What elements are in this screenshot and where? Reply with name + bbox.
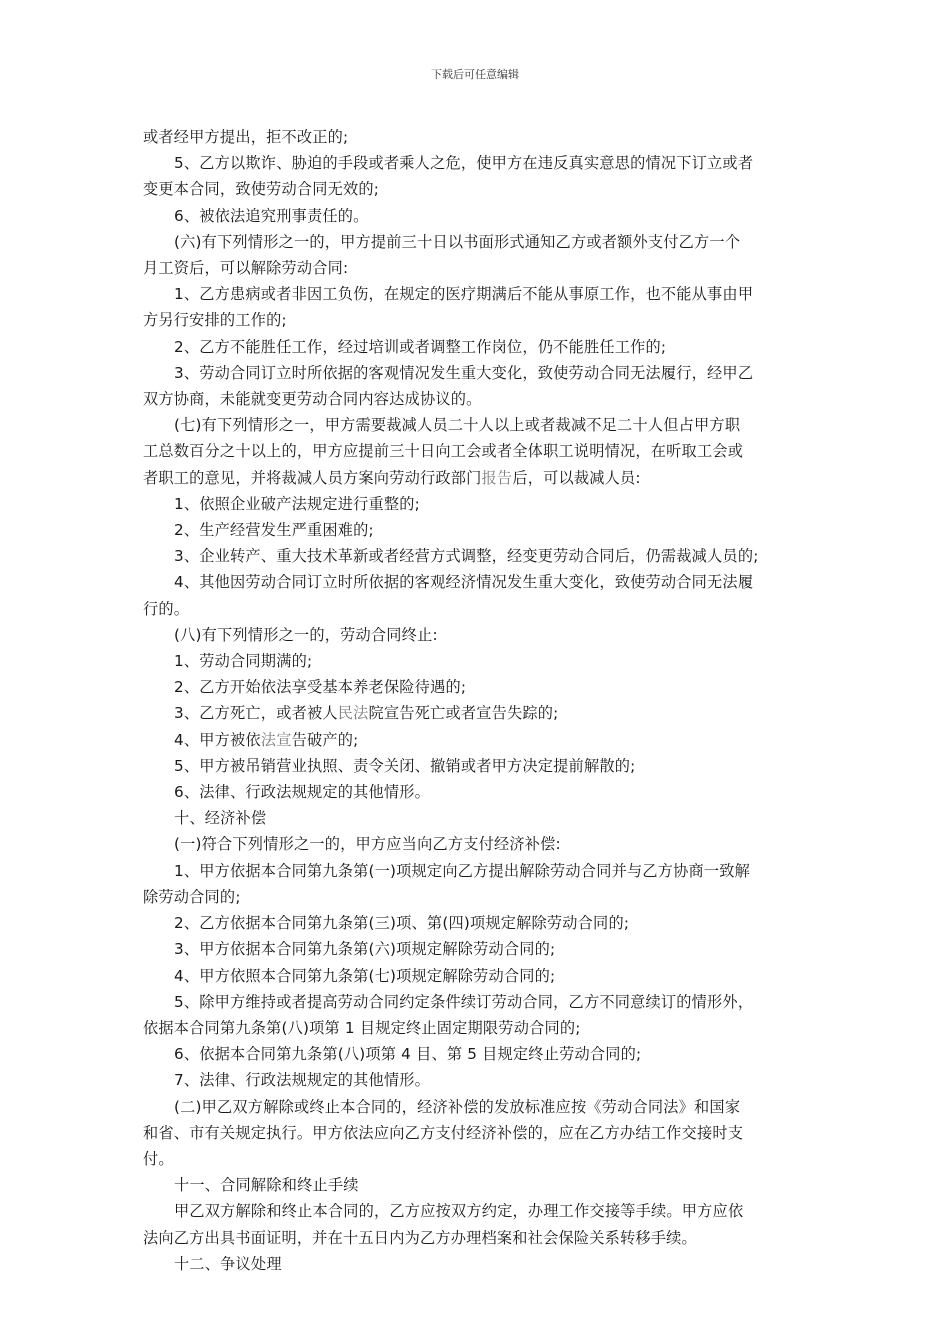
page-header: 下载后可任意编辑 <box>431 68 519 81</box>
text-line <box>143 727 811 753</box>
text-line <box>143 465 811 491</box>
text-segment: 后，可以裁减人员: <box>512 468 641 487</box>
text-line: 除劳动合同的; <box>143 887 241 906</box>
text-line: 4、甲方依照本合同第九条第(七)项规定解除劳动合同的; <box>174 966 556 985</box>
text-line: 或者经甲方提出，拒不改正的; <box>143 128 349 146</box>
text-line <box>143 700 811 726</box>
text-line: 2、乙方开始依法享受基本养老保险待遇的; <box>174 678 467 697</box>
text-line: 5、除甲方维持或者提高劳动合同约定条件续订劳动合同，乙方不同意续订的情形外， <box>174 992 754 1011</box>
inline-link[interactable]: 民法 <box>337 704 369 723</box>
text-line: 方另行安排的工作的; <box>143 311 287 330</box>
text-line: 行的。 <box>143 599 190 618</box>
text-line: (八)有下列情形之一的，劳动合同终止: <box>174 625 438 644</box>
text-segment: 院宣告死亡或者宣告失踪的; <box>368 704 559 723</box>
text-line: 4、其他因劳动合同订立时所依据的客观经济情况发生重大变化，致使劳动合同无法履 <box>174 573 754 592</box>
text-line: 2、生产经营发生严重困难的; <box>174 521 374 540</box>
text-segment: 告破产的; <box>291 730 359 749</box>
text-line: 3、甲方依据本合同第九条第(六)项规定解除劳动合同的; <box>174 940 556 959</box>
text-line: 依据本合同第九条第(八)项第 1 目规定终止固定期限劳动合同的; <box>143 1018 581 1037</box>
text-line: 3、企业转产、重大技术革新或者经营方式调整，经变更劳动合同后，仍需裁减人员的; <box>174 547 759 566</box>
text-line: 月工资后，可以解除劳动合同: <box>143 259 349 278</box>
text-line: (二)甲乙双方解除或终止本合同的，经济补偿的发放标准应按《劳动合同法》和国家 <box>174 1097 741 1116</box>
text-line: 6、被依法追究刑事责任的。 <box>174 206 369 225</box>
text-line: 5、乙方以欺诈、胁迫的手段或者乘人之危，使甲方在违反真实意思的情况下订立或者 <box>174 154 754 173</box>
inline-link[interactable]: 法宣 <box>260 730 292 749</box>
text-segment: 者职工的意见，并将裁减人员方案向劳动行政部门 <box>143 468 482 487</box>
text-line: 1、劳动合同期满的; <box>174 652 313 671</box>
text-line: 双方协商，未能就变更劳动合同内容达成协议的。 <box>143 390 482 409</box>
text-line: (七)有下列情形之一，甲方需要裁减人员二十人以上或者裁减不足二十人但占甲方职 <box>174 416 741 435</box>
text-line: 2、乙方不能胜任工作，经过培训或者调整工作岗位，仍不能胜任工作的; <box>174 337 667 356</box>
text-line: 甲乙双方解除和终止本合同的，乙方应按双方约定，办理工作交接等手续。甲方应依 <box>174 1202 744 1221</box>
text-line: 2、乙方依据本合同第九条第(三)项、第(四)项规定解除劳动合同的; <box>174 914 630 933</box>
text-line: 法向乙方出具书面证明，并在十五日内为乙方办理档案和社会保险关系转移手续。 <box>143 1228 697 1247</box>
text-line: (六)有下列情形之一的，甲方提前三十日以书面形式通知乙方或者额外支付乙方一个 <box>174 232 741 251</box>
text-segment: 4、甲方被依 <box>174 730 261 749</box>
text-line: (一)符合下列情形之一的，甲方应当向乙方支付经济补偿: <box>174 835 561 854</box>
text-line: 十、经济补偿 <box>174 809 267 828</box>
text-segment: 3、乙方死亡，或者被人 <box>174 704 338 723</box>
text-line: 工总数百分之十以上的，甲方应提前三十日向工会或者全体职工说明情况，在听取工会或 <box>143 442 744 461</box>
text-line: 1、甲方依据本合同第九条第(一)项规定向乙方提出解除劳动合同并与乙方协商一致解 <box>174 861 751 880</box>
inline-link[interactable]: 报告 <box>481 468 513 487</box>
text-line: 6、法律、行政法规规定的其他情形。 <box>174 783 431 802</box>
text-line: 和省、市有关规定执行。甲方依法应向乙方支付经济补偿的，应在乙方办结工作交接时支 <box>143 1123 744 1142</box>
document-body <box>143 124 811 1277</box>
text-line: 6、依据本合同第九条第(八)项第 4 目、第 5 目规定终止劳动合同的; <box>174 1045 642 1064</box>
text-line: 十一、合同解除和终止手续 <box>174 1176 359 1195</box>
text-line: 付。 <box>143 1149 174 1168</box>
text-line: 5、甲方被吊销营业执照、责令关闭、撤销或者甲方决定提前解散的; <box>174 756 636 775</box>
text-line: 十二、争议处理 <box>174 1254 282 1273</box>
text-line: 变更本合同，致使劳动合同无效的; <box>143 180 380 199</box>
text-line: 1、依照企业破产法规定进行重整的; <box>174 494 420 513</box>
text-line: 3、劳动合同订立时所依据的客观情况发生重大变化，致使劳动合同无法履行，经甲乙 <box>174 363 754 382</box>
text-line: 7、法律、行政法规规定的其他情形。 <box>174 1071 431 1090</box>
text-line: 1、乙方患病或者非因工负伤，在规定的医疗期满后不能从事原工作，也不能从事由甲 <box>174 285 754 304</box>
